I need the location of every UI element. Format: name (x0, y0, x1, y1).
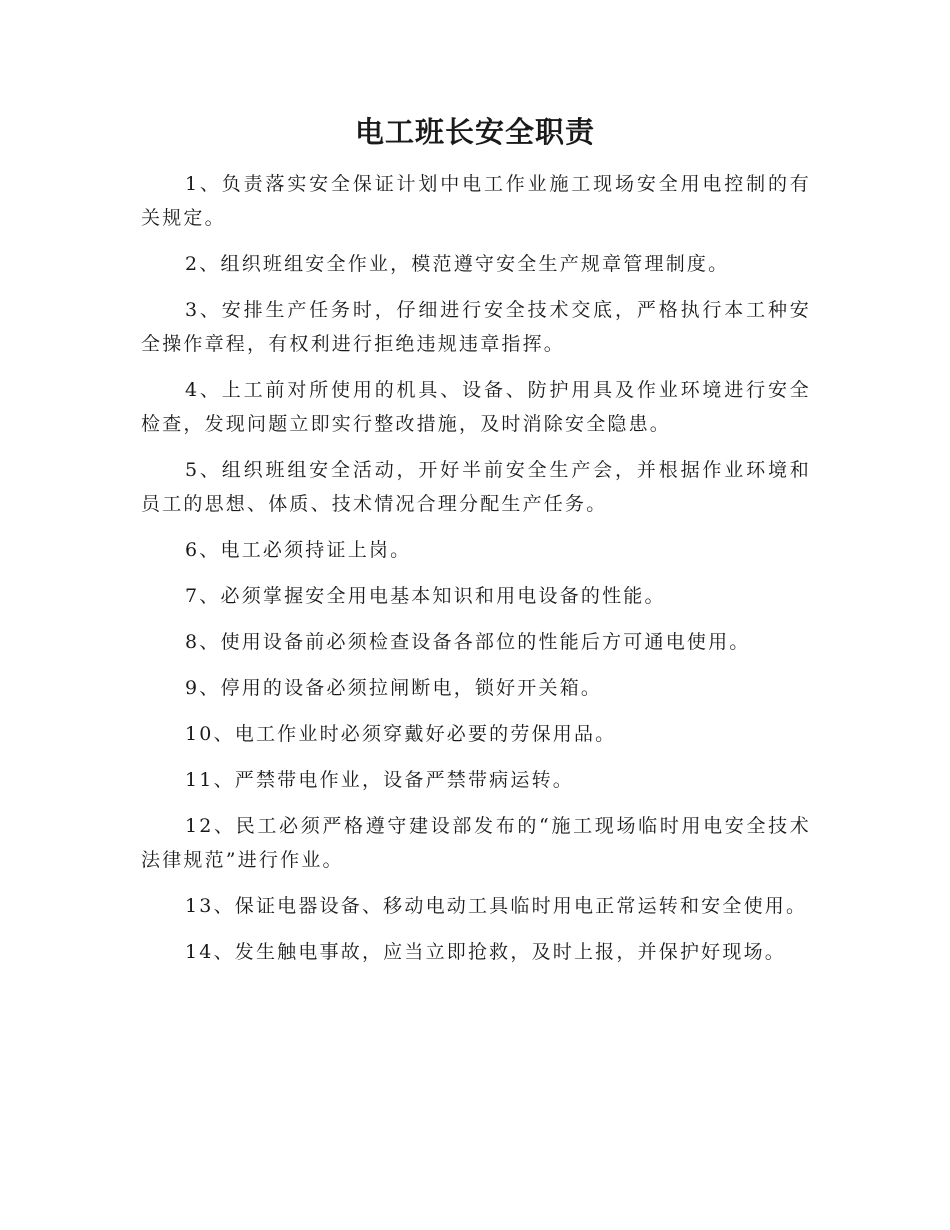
paragraph-4: 4、上工前对所使用的机具、设备、防护用具及作业环境进行安全检查，发现问题立即实行整改措施，及时消除安全隐患。 (141, 379, 811, 435)
document-body (141, 167, 811, 981)
document-title: 电工班长安全职责 (354, 115, 595, 149)
paragraph-7: 7、必须掌握安全用电基本知识和用电设备的性能。 (185, 585, 666, 607)
paragraph-12: 12、民工必须严格遵守建设部发布的“施工现场临时用电安全技术法律规范”进行作业。 (141, 815, 811, 871)
paragraph-3: 3、安排生产任务时，仔细进行安全技术交底，严格执行本工种安全操作章程，有权利进行拒绝违规违章指挥。 (141, 299, 811, 355)
paragraph-11: 11、严禁带电作业，设备严禁带病运转。 (185, 769, 574, 791)
paragraph-2: 2、组织班组安全作业，模范遵守安全生产规章管理制度。 (185, 253, 730, 275)
paragraph-10: 10、电工作业时必须穿戴好必要的劳保用品。 (185, 723, 617, 745)
paragraph-5: 5、组织班组安全活动，开好半前安全生产会，并根据作业环境和员工的思想、体质、技术情况合理分配生产任务。 (141, 459, 811, 515)
paragraph-13: 13、保证电器设备、移动电动工具临时用电正常运转和安全使用。 (185, 895, 808, 917)
paragraph-9: 9、停用的设备必须拉闸断电，锁好开关箱。 (185, 677, 603, 699)
paragraph-6: 6、电工必须持证上岗。 (185, 539, 412, 561)
paragraph-8: 8、使用设备前必须检查设备各部位的性能后方可通电使用。 (185, 631, 751, 653)
paragraph-14: 14、发生触电事故，应当立即抢救，及时上报，并保护好现场。 (185, 941, 786, 963)
paragraph-1: 1、负责落实安全保证计划中电工作业施工现场安全用电控制的有关规定。 (141, 173, 811, 229)
